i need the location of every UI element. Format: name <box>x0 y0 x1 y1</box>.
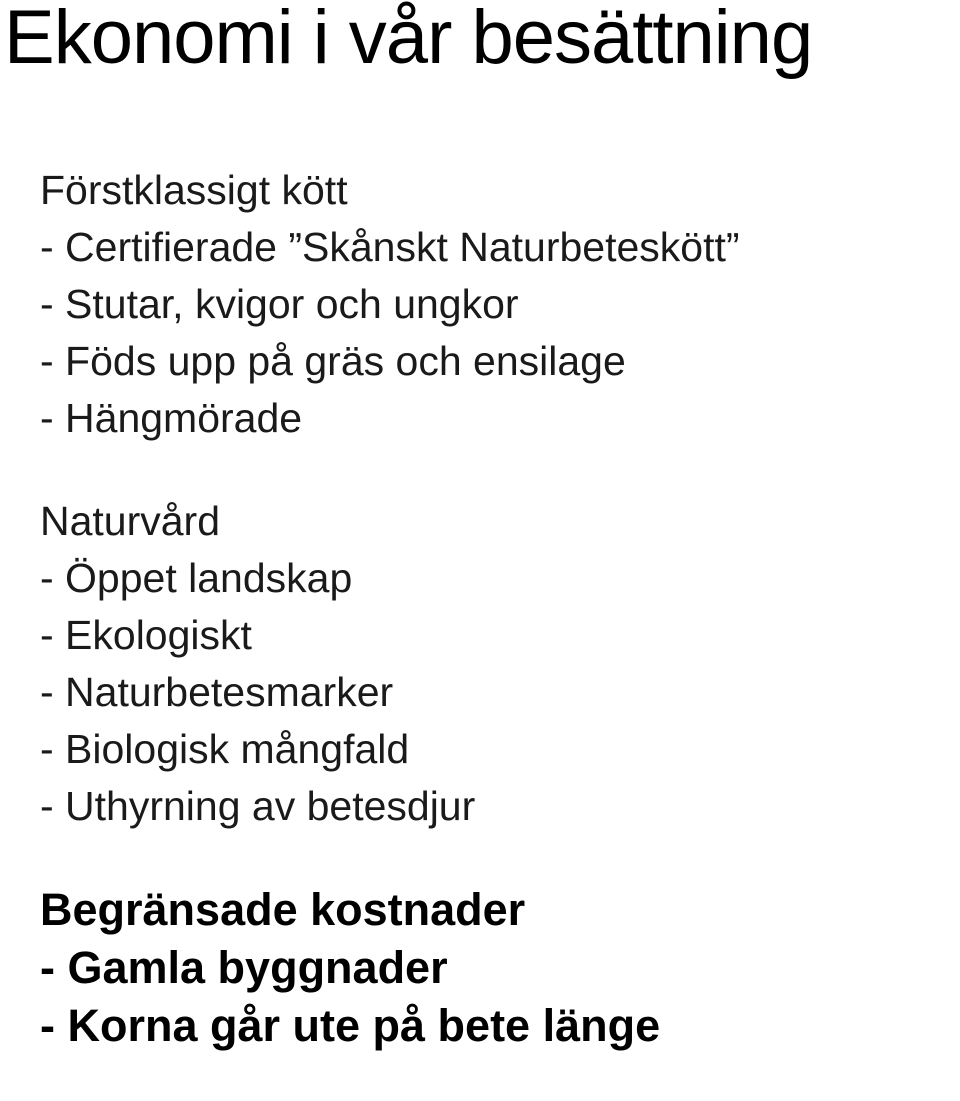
list-item: - Stutar, kvigor och ungkor <box>40 281 519 327</box>
list-item: - Ekologiskt <box>40 612 252 658</box>
page-title: Ekonomi i vår besättning <box>4 0 813 80</box>
list-item: - Naturbetesmarker <box>40 669 394 715</box>
section-meat <box>40 162 740 447</box>
list-item: - Certifierade ”Skånskt Naturbeteskött” <box>40 224 740 270</box>
list-item: - Korna går ute på bete länge <box>40 1000 661 1051</box>
list-item: - Föds upp på gräs och ensilage <box>40 338 626 384</box>
section-nature <box>40 493 740 835</box>
list-item: - Biologisk mångfald <box>40 726 410 772</box>
section-costs <box>40 881 740 1055</box>
list-item: - Hängmörade <box>40 395 303 441</box>
section-heading: Naturvård <box>40 498 221 544</box>
list-item: - Gamla byggnader <box>40 942 448 993</box>
content-list <box>40 162 740 1101</box>
section-heading: Begränsade kostnader <box>40 884 526 935</box>
list-item: - Uthyrning av betesdjur <box>40 783 476 829</box>
list-item: - Öppet landskap <box>40 555 353 601</box>
section-heading: Förstklassigt kött <box>40 167 348 213</box>
